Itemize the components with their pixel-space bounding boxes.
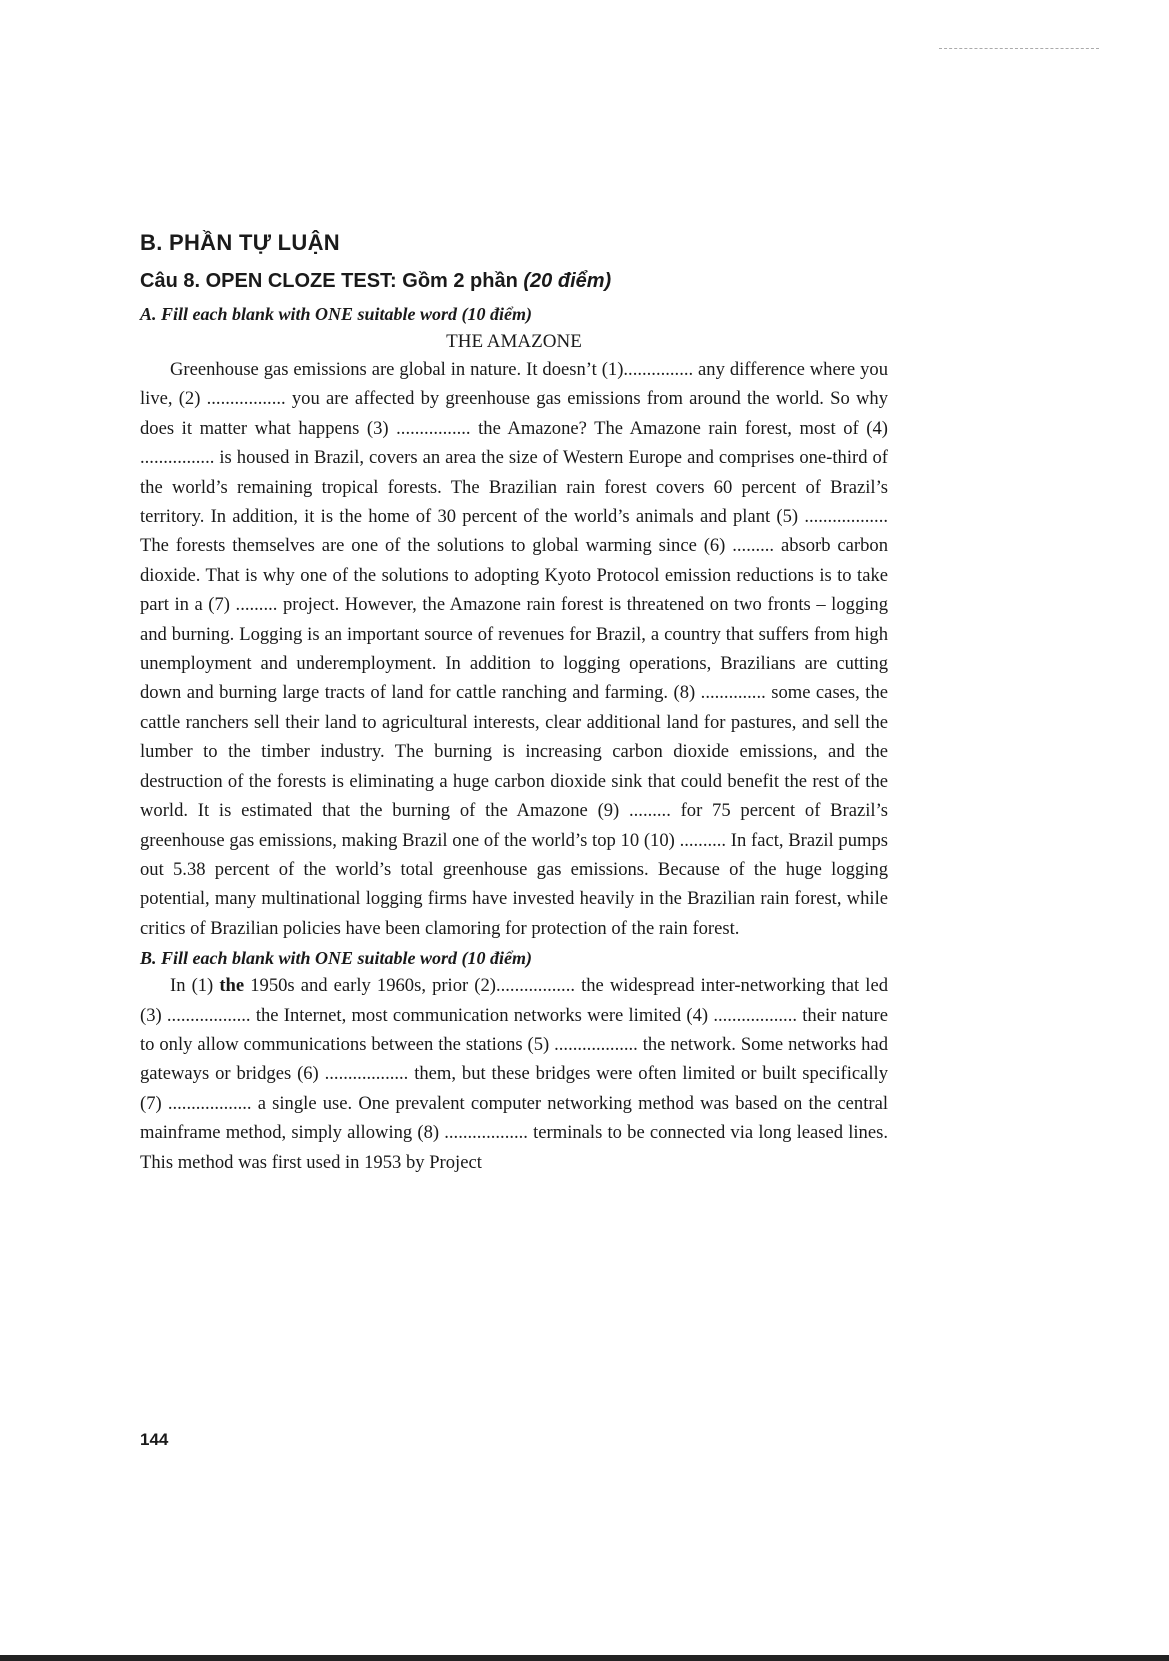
passage-title: THE AMAZONE — [446, 331, 582, 352]
part-title: B. PHẦN TỰ LUẬN — [140, 230, 340, 255]
part-a-instruction: A. Fill each blank with ONE suitable word (10 điểm) — [140, 304, 533, 324]
question-points: (20 điểm) — [523, 270, 612, 292]
passage-b-body: 1950s and early 1960s, prior (2)................. the widespread inter-networking that led (3) .................. the Internet, most communication networks were limited (4) .................. their nature to only allow communications between the stations (5) .................. the network. Some networks had gateways or bridges (6) .................. them, but these bridges were often limited or built specifically (7) .................. a single use. One prevalent computer networking method was based on the central mainframe method, simply allowing (8) .................. terminals to be connected via long leased lines. This method was first used in 1953 by Project — [140, 975, 888, 1173]
scan-marks — [939, 48, 1099, 51]
question-heading — [140, 270, 888, 293]
passage-a-text: Greenhouse gas emissions are global in nature. It doesn’t (1)............... any difference where you live, (2) ................. you are affected by greenhouse gas emissions from around the world. So why does it matter what happens (3) ................ the Amazone? The Amazone rain forest, most of (4) ................ is housed in Brazil, covers an area the size of Western Europe and comprises one-third of the world’s remaining tropical forests. The Brazilian rain forest covers 60 percent of Brazil’s territory. In addition, it is the home of 30 percent of the world’s animals and plant (5) .................. The forests themselves are one of the solutions to global warming since (6) ......... absorb carbon dioxide. That is why one of the solutions to adopting Kyoto Protocol emission reductions is to take part in a (7) ......... project. However, the Amazone rain forest is threatened on two fronts – logging and burning. Logging is an important source of revenues for Brazil, a country that suffers from high unemployment and underemployment. In addition to logging operations, Brazilians are cutting down and burning large tracts of land for cattle ranching and farming. (8) .............. some cases, the cattle ranchers sell their land to agricultural interests, clear additional land for pastures, and sell the lumber to the timber industry. The burning is increasing carbon dioxide emissions, and the destruction of the forests is eliminating a huge carbon dioxide sink that could benefit the rest of the world. It is estimated that the burning of the Amazone (9) ......... for 75 percent of Brazil’s greenhouse gas emissions, making Brazil one of the world’s top 10 (10) .......... In fact, Brazil pumps out 5.38 percent of the world’s total greenhouse gas emissions. Because of the huge logging potential, many multinational logging firms have invested heavily in the Brazilian rain forest, while critics of Brazilian policies have been clamoring for protection of the rain forest. — [140, 359, 888, 939]
passage-b-bold-word: the — [219, 975, 245, 997]
passage-b-text — [140, 971, 888, 1177]
page-number: 144 — [140, 1430, 169, 1449]
passage-b-prefix: In (1) — [170, 975, 220, 997]
part-b-instruction: B. Fill each blank with ONE suitable word (10 điểm) — [140, 948, 533, 969]
question-label: Câu 8. OPEN CLOZE TEST: Gồm 2 phần — [140, 270, 518, 292]
scan-bottom-edge — [0, 1655, 1169, 1661]
page-content — [140, 230, 888, 1177]
